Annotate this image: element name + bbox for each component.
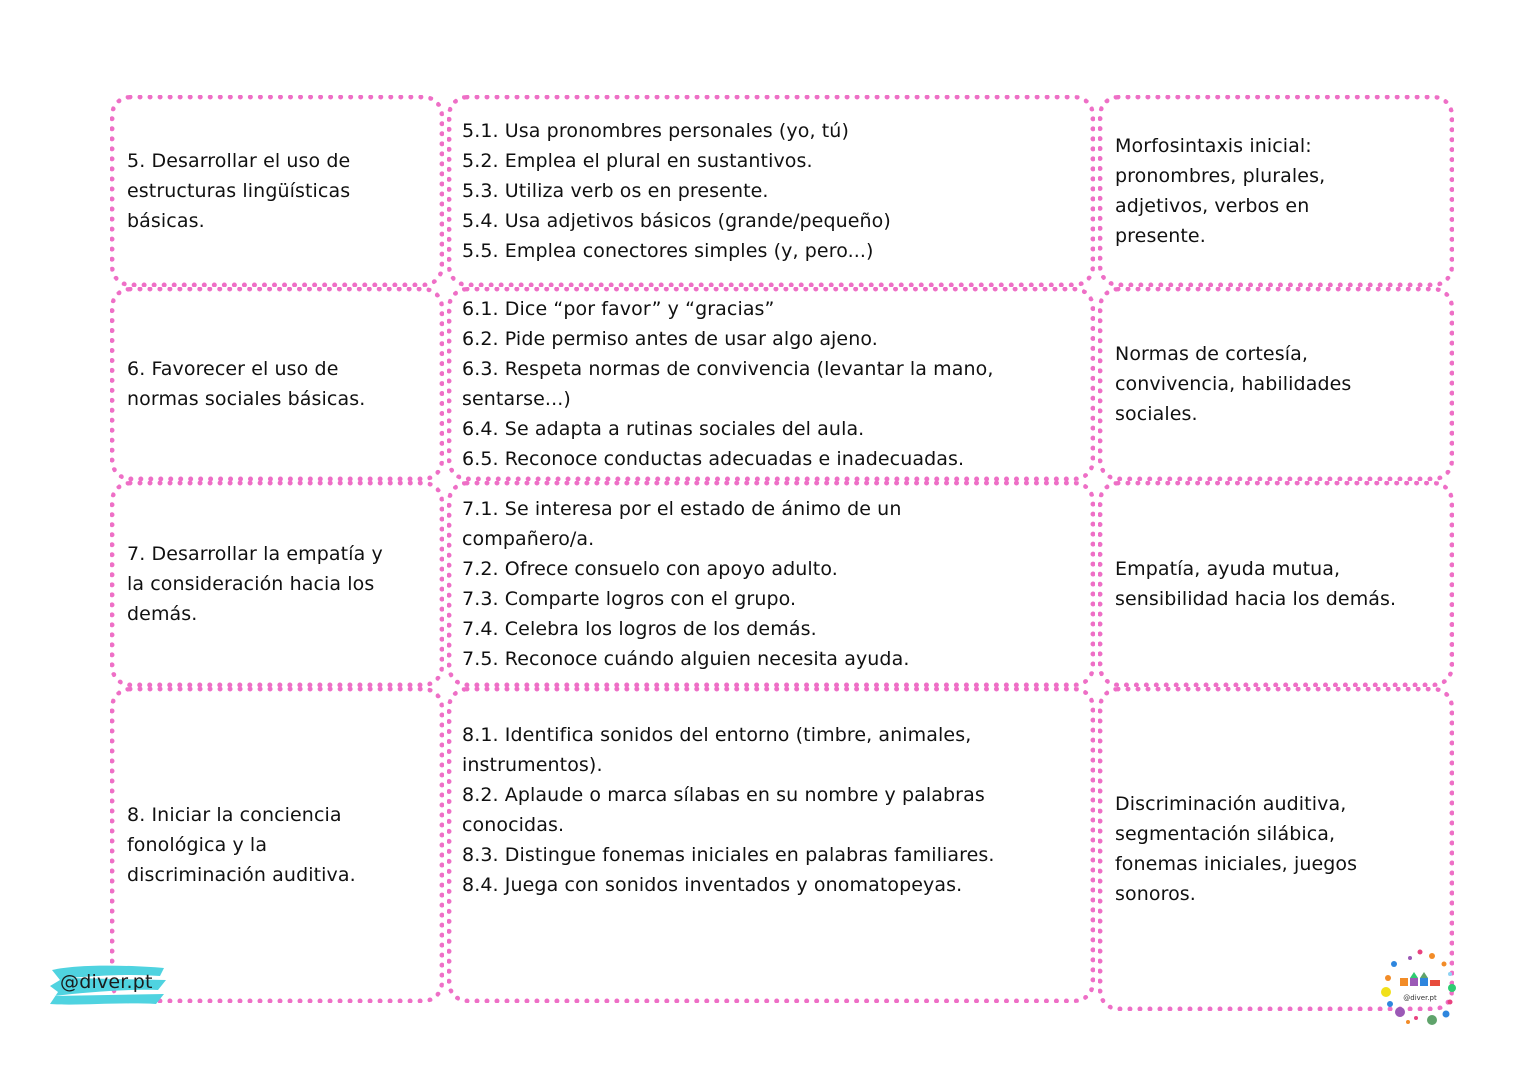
content-6-line-1: Normas de cortesía, xyxy=(1115,343,1308,365)
criterion-8-2-cont: conocidas. xyxy=(462,814,565,836)
criterion-7-1-cont: compañero/a. xyxy=(462,528,595,550)
objective-cell-6 xyxy=(110,287,444,481)
brand-handle: @diver.pt xyxy=(60,971,153,993)
criterion-6-5: 6.5. Reconoce conductas adecuadas e inadecuadas. xyxy=(462,448,965,470)
criterion-7-3: 7.3. Comparte logros con el grupo. xyxy=(462,588,797,610)
content-cell-7 xyxy=(1098,481,1454,687)
criterion-7-2: 7.2. Ofrece consuelo con apoyo adulto. xyxy=(462,558,838,580)
criterion-6-3: 6.3. Respeta normas de convivencia (levantar la mano, xyxy=(462,358,994,380)
objective-7-line-3: demás. xyxy=(127,603,198,625)
criterion-7-4: 7.4. Celebra los logros de los demás. xyxy=(462,618,817,640)
criteria-cell-6 xyxy=(447,287,1095,481)
criterion-6-1: 6.1. Dice “por favor” y “gracias” xyxy=(462,298,775,320)
content-5-line-3: adjetivos, verbos en xyxy=(1115,195,1310,217)
objective-5-line-2: estructuras lingüísticas xyxy=(127,180,351,202)
objective-6-line-2: normas sociales básicas. xyxy=(127,388,366,410)
criterion-5-5: 5.5. Emplea conectores simples (y, pero...) xyxy=(462,240,874,262)
criterion-7-5: 7.5. Reconoce cuándo alguien necesita ayuda. xyxy=(462,648,910,670)
criterion-8-4: 8.4. Juega con sonidos inventados y onomatopeyas. xyxy=(462,874,963,896)
criterion-8-1: 8.1. Identifica sonidos del entorno (timbre, animales, xyxy=(462,724,972,746)
content-7-line-2: sensibilidad hacia los demás. xyxy=(1115,588,1397,610)
criteria-cell-5 xyxy=(447,95,1095,287)
content-6-line-2: convivencia, habilidades xyxy=(1115,373,1352,395)
content-5-line-1: Morfosintaxis inicial: xyxy=(1115,135,1312,157)
objective-7-line-1: 7. Desarrollar la empatía y xyxy=(127,543,383,565)
content-5-line-2: pronombres, plurales, xyxy=(1115,165,1326,187)
content-cell-5 xyxy=(1098,95,1454,287)
objective-8-line-3: discriminación auditiva. xyxy=(127,864,356,886)
criterion-6-2: 6.2. Pide permiso antes de usar algo ajeno. xyxy=(462,328,878,350)
objective-7-line-2: la consideración hacia los xyxy=(127,573,375,595)
criterion-5-1: 5.1. Usa pronombres personales (yo, tú) xyxy=(462,120,849,142)
criteria-cell-7 xyxy=(447,481,1095,687)
content-5-line-4: presente. xyxy=(1115,225,1206,247)
criterion-6-3-cont: sentarse...) xyxy=(462,388,571,410)
objective-8-line-1: 8. Iniciar la conciencia xyxy=(127,804,342,826)
objective-cell-7 xyxy=(110,481,444,687)
criterion-8-2: 8.2. Aplaude o marca sílabas en su nombre y palabras xyxy=(462,784,985,806)
criterion-8-1-cont: instrumentos). xyxy=(462,754,603,776)
criterion-5-2: 5.2. Emplea el plural en sustantivos. xyxy=(462,150,813,172)
criteria-cell-8 xyxy=(447,687,1095,1003)
criterion-5-4: 5.4. Usa adjetivos básicos (grande/pequeño) xyxy=(462,210,891,232)
svg-text:@diver.pt: @diver.pt xyxy=(1403,994,1437,1002)
content-8-line-4: sonoros. xyxy=(1115,883,1196,905)
content-8-line-2: segmentación silábica, xyxy=(1115,823,1336,845)
objective-8-line-2: fonológica y la xyxy=(127,834,268,856)
criterion-6-4: 6.4. Se adapta a rutinas sociales del aula. xyxy=(462,418,865,440)
content-6-line-3: sociales. xyxy=(1115,403,1198,425)
objective-6-line-1: 6. Favorecer el uso de xyxy=(127,358,339,380)
objective-cell-5 xyxy=(110,95,444,287)
brand-tag xyxy=(48,962,166,1006)
objective-5-line-3: básicas. xyxy=(127,210,205,232)
objective-5-line-1: 5. Desarrollar el uso de xyxy=(127,150,351,172)
content-8-line-3: fonemas iniciales, juegos xyxy=(1115,853,1358,875)
colorful-dots-logo-icon xyxy=(1380,948,1460,1026)
criterion-7-1: 7.1. Se interesa por el estado de ánimo de un xyxy=(462,498,902,520)
criterion-8-3: 8.3. Distingue fonemas iniciales en palabras familiares. xyxy=(462,844,995,866)
content-cell-6 xyxy=(1098,287,1454,481)
criterion-5-3: 5.3. Utiliza verb os en presente. xyxy=(462,180,769,202)
content-7-line-1: Empatía, ayuda mutua, xyxy=(1115,558,1341,580)
content-8-line-1: Discriminación auditiva, xyxy=(1115,793,1347,815)
objective-cell-8 xyxy=(110,687,444,1003)
